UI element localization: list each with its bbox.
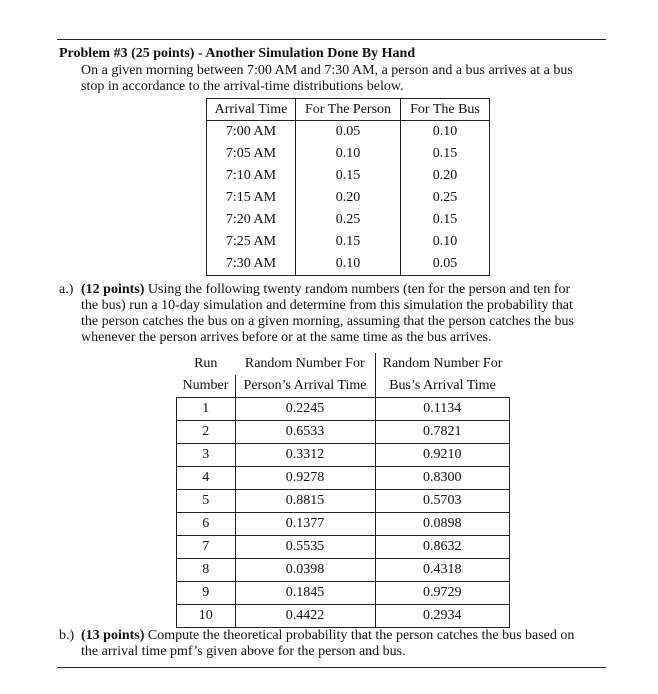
table-row xyxy=(177,398,510,421)
top-rule xyxy=(57,39,606,40)
bus-random-cell: 0.0898 xyxy=(375,513,510,536)
table-row xyxy=(207,209,490,231)
column-header-run: Run xyxy=(194,356,218,371)
part-a-line-4: whenever the person arrives before or at the same time as the bus arrives. xyxy=(81,330,492,345)
table-row xyxy=(177,490,510,513)
part-a-line-2: the bus) run a 10-day simulation and determine from this simulation the probability that xyxy=(81,298,573,313)
person-random-cell: 0.6533 xyxy=(235,421,375,444)
person-prob-cell: 0.25 xyxy=(296,209,401,231)
run-number-cell: 9 xyxy=(177,582,236,605)
bus-random-cell: 0.5703 xyxy=(375,490,510,513)
bus-random-cell: 0.8300 xyxy=(375,467,510,490)
column-header-person: For The Person xyxy=(296,99,401,121)
column-header-number: Number xyxy=(177,375,236,398)
arrival-time-cell: 7:20 AM xyxy=(207,209,296,231)
bus-random-cell: 0.9210 xyxy=(375,444,510,467)
table-header-row xyxy=(177,375,510,398)
part-a-line-3: the person catches the bus on a given morning, assuming that the person catches the bus xyxy=(81,314,574,329)
part-a-line-1-text: Using the following twenty random numbers (ten for the person and ten for xyxy=(144,282,571,297)
person-random-cell: 0.0398 xyxy=(235,559,375,582)
part-b-line-1 xyxy=(81,628,601,644)
bottom-rule xyxy=(57,667,606,668)
table-header-row xyxy=(207,99,490,121)
run-number-cell: 6 xyxy=(177,513,236,536)
table-row xyxy=(207,253,490,276)
person-random-cell: 0.1845 xyxy=(235,582,375,605)
part-a-line-1 xyxy=(81,282,601,298)
table-row xyxy=(207,187,490,209)
person-random-cell: 0.9278 xyxy=(235,467,375,490)
bus-prob-cell: 0.10 xyxy=(401,121,490,144)
arrival-time-cell: 7:05 AM xyxy=(207,143,296,165)
run-number-cell: 5 xyxy=(177,490,236,513)
arrival-time-cell: 7:25 AM xyxy=(207,231,296,253)
run-number-cell: 3 xyxy=(177,444,236,467)
bus-prob-cell: 0.15 xyxy=(401,209,490,231)
problem-intro xyxy=(81,63,601,95)
arrival-time-cell: 7:00 AM xyxy=(207,121,296,144)
run-number-cell: 4 xyxy=(177,467,236,490)
intro-line-1: On a given morning between 7:00 AM and 7:30 AM, a person and a bus arrives at a bus xyxy=(81,63,573,78)
part-a-label: a.) xyxy=(59,282,74,297)
person-random-cell: 0.3312 xyxy=(235,444,375,467)
person-prob-cell: 0.10 xyxy=(296,253,401,276)
bus-random-cell: 0.9729 xyxy=(375,582,510,605)
bus-prob-cell: 0.10 xyxy=(401,231,490,253)
person-random-cell: 0.1377 xyxy=(235,513,375,536)
person-random-cell: 0.8815 xyxy=(235,490,375,513)
bus-prob-cell: 0.05 xyxy=(401,253,490,276)
part-b-label: b.) xyxy=(59,628,75,643)
arrival-time-cell: 7:10 AM xyxy=(207,165,296,187)
table-row xyxy=(207,165,490,187)
bus-random-cell: 0.1134 xyxy=(375,398,510,421)
part-b-line-1-text: Compute the theoretical probability that the person catches the bus based on xyxy=(144,628,575,643)
table-row xyxy=(177,559,510,582)
person-prob-cell: 0.15 xyxy=(296,165,401,187)
part-a-points: (12 points) xyxy=(81,282,145,297)
bus-random-cell: 0.8632 xyxy=(375,536,510,559)
table-row xyxy=(177,467,510,490)
part-a-text xyxy=(81,282,601,346)
bus-prob-cell: 0.25 xyxy=(401,187,490,209)
part-b-text xyxy=(81,628,601,660)
intro-line-2: stop in accordance to the arrival-time distributions below. xyxy=(81,79,404,94)
column-header-arrival-time: Arrival Time xyxy=(207,99,296,121)
table-header-row xyxy=(177,353,510,375)
person-random-cell: 0.5535 xyxy=(235,536,375,559)
bus-prob-cell: 0.15 xyxy=(401,143,490,165)
table-row xyxy=(177,536,510,559)
column-header-bus: For The Bus xyxy=(401,99,490,121)
part-b-points: (13 points) xyxy=(81,628,145,643)
table-row xyxy=(207,143,490,165)
table-row xyxy=(207,121,490,144)
person-prob-cell: 0.20 xyxy=(296,187,401,209)
table-row xyxy=(177,444,510,467)
column-header-bus-random: Random Number For xyxy=(382,356,503,371)
part-b-line-2: the arrival time pmf’s given above for the person and bus. xyxy=(81,644,406,659)
column-header-person-arrival: Person’s Arrival Time xyxy=(235,375,375,398)
random-number-table xyxy=(176,353,510,628)
run-number-cell: 10 xyxy=(177,605,236,628)
column-header-bus-arrival: Bus’s Arrival Time xyxy=(375,375,510,398)
bus-random-cell: 0.4318 xyxy=(375,559,510,582)
person-prob-cell: 0.10 xyxy=(296,143,401,165)
run-number-cell: 7 xyxy=(177,536,236,559)
table-row xyxy=(177,421,510,444)
person-random-cell: 0.2245 xyxy=(235,398,375,421)
person-random-cell: 0.4422 xyxy=(235,605,375,628)
column-header-person-random: Random Number For xyxy=(235,353,375,375)
table-row xyxy=(177,605,510,628)
table-row xyxy=(177,513,510,536)
problem-heading: Problem #3 (25 points) - Another Simulation Done By Hand xyxy=(59,46,416,61)
arrival-time-cell: 7:30 AM xyxy=(207,253,296,276)
arrival-distribution-table xyxy=(206,98,490,276)
table-row xyxy=(177,582,510,605)
person-prob-cell: 0.05 xyxy=(296,121,401,144)
bus-prob-cell: 0.20 xyxy=(401,165,490,187)
run-number-cell: 2 xyxy=(177,421,236,444)
arrival-time-cell: 7:15 AM xyxy=(207,187,296,209)
run-number-cell: 1 xyxy=(177,398,236,421)
bus-random-cell: 0.2934 xyxy=(375,605,510,628)
bus-random-cell: 0.7821 xyxy=(375,421,510,444)
person-prob-cell: 0.15 xyxy=(296,231,401,253)
run-number-cell: 8 xyxy=(177,559,236,582)
table-row xyxy=(207,231,490,253)
